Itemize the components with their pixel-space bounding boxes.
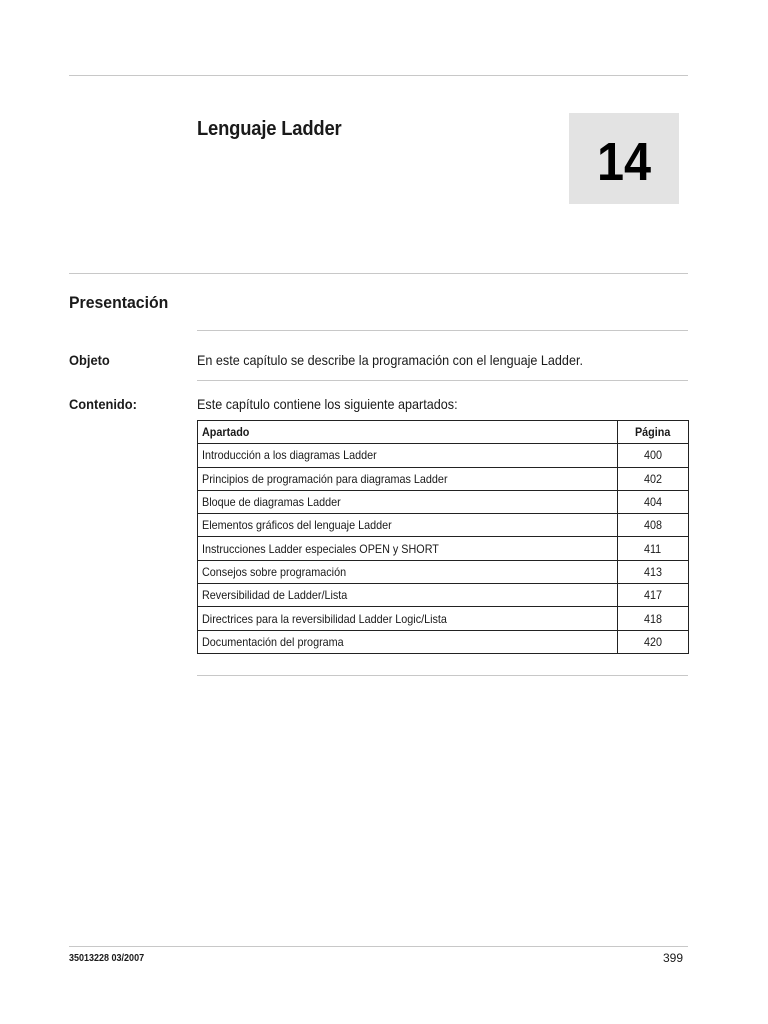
table-row bbox=[198, 537, 689, 560]
row-page: 420 bbox=[618, 630, 689, 653]
table-row bbox=[198, 490, 689, 513]
table-row bbox=[198, 514, 689, 537]
row-page: 413 bbox=[618, 560, 689, 583]
contents-table bbox=[197, 420, 689, 654]
chapter-number-box bbox=[569, 113, 679, 204]
content-bottom-rule bbox=[197, 675, 688, 676]
objeto-label: Objeto bbox=[69, 352, 110, 368]
contenido-intro: Este capítulo contiene los siguiente apartados: bbox=[197, 396, 458, 412]
row-page: 418 bbox=[618, 607, 689, 630]
row-title: Introducción a los diagramas Ladder bbox=[198, 444, 618, 467]
table-row bbox=[198, 560, 689, 583]
row-page: 408 bbox=[618, 514, 689, 537]
row-title: Elementos gráficos del lenguaje Ladder bbox=[198, 514, 618, 537]
row-page: 404 bbox=[618, 490, 689, 513]
table-row bbox=[198, 607, 689, 630]
objeto-text: En este capítulo se describe la programación con el lenguaje Ladder. bbox=[197, 352, 583, 368]
table-row bbox=[198, 444, 689, 467]
footer-rule bbox=[69, 946, 688, 947]
top-rule bbox=[69, 75, 688, 76]
header-pagina: Página bbox=[618, 421, 689, 444]
contenido-label: Contenido: bbox=[69, 396, 137, 412]
section-heading: Presentación bbox=[69, 293, 169, 312]
footer-page-number: 399 bbox=[662, 951, 683, 965]
row-title: Directrices para la reversibilidad Ladder Logic/Lista bbox=[198, 607, 618, 630]
row-title: Consejos sobre programación bbox=[198, 560, 618, 583]
row-page: 417 bbox=[618, 584, 689, 607]
row-page: 402 bbox=[618, 467, 689, 490]
row-page: 400 bbox=[618, 444, 689, 467]
row-title: Reversibilidad de Ladder/Lista bbox=[198, 584, 618, 607]
content-top-rule bbox=[197, 330, 688, 331]
row-page: 411 bbox=[618, 537, 689, 560]
objeto-rule bbox=[197, 380, 688, 381]
table-row bbox=[198, 630, 689, 653]
table-row bbox=[198, 584, 689, 607]
chapter-number: 14 bbox=[596, 131, 652, 192]
row-title: Bloque de diagramas Ladder bbox=[198, 490, 618, 513]
table-header-row bbox=[198, 421, 689, 444]
header-apartado: Apartado bbox=[198, 421, 618, 444]
row-title: Documentación del programa bbox=[198, 630, 618, 653]
table-row bbox=[198, 467, 689, 490]
row-title: Principios de programación para diagramas Ladder bbox=[198, 467, 618, 490]
chapter-title: Lenguaje Ladder bbox=[197, 118, 342, 140]
section-rule bbox=[69, 273, 688, 274]
footer-doc-ref: 35013228 03/2007 bbox=[69, 953, 145, 964]
row-title: Instrucciones Ladder especiales OPEN y SHORT bbox=[198, 537, 618, 560]
